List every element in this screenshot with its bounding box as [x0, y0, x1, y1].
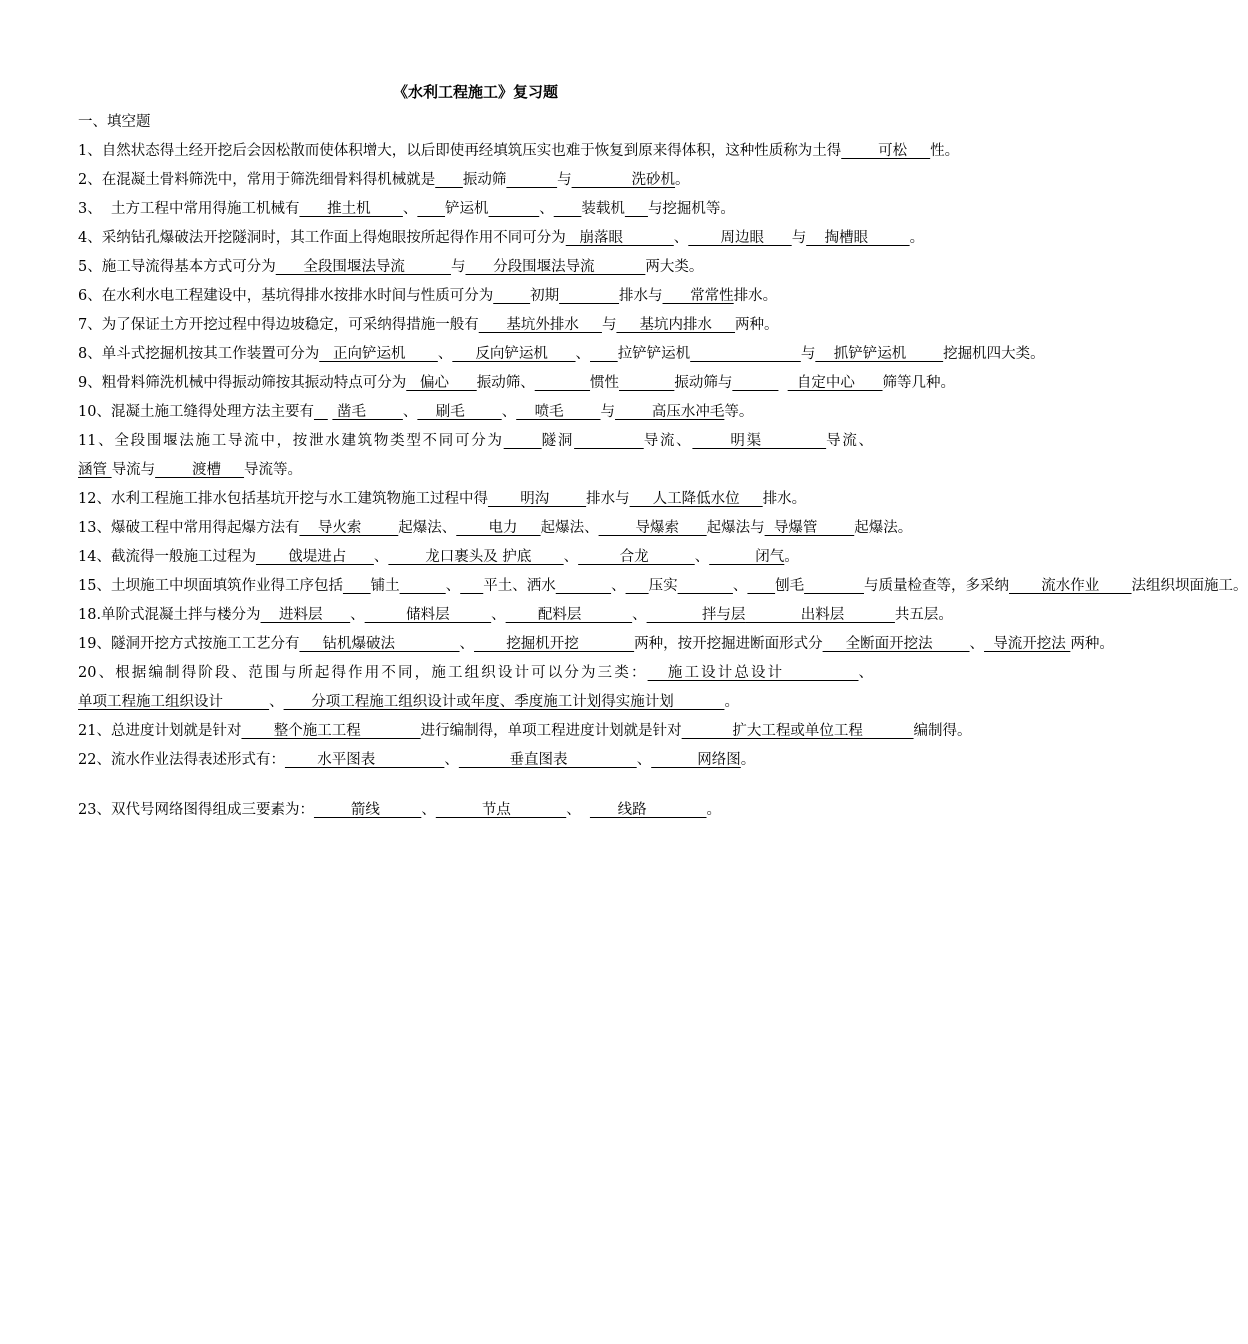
question-text: 两种。	[1070, 636, 1114, 652]
question-text: 14、截流得一般施工过程为	[78, 549, 256, 565]
question-text: 、	[611, 578, 626, 594]
answer-blank	[747, 578, 775, 594]
question-text: 。	[706, 802, 722, 818]
answer-blank	[619, 375, 674, 391]
answer-blank: 可松	[841, 143, 931, 159]
question-text: 等。	[724, 404, 754, 420]
question-text: 、	[694, 549, 710, 565]
answer-blank: 抓铲铲运机	[815, 346, 944, 362]
answer-blank: 明渠	[692, 433, 827, 449]
question-text: 拉铲铲运机	[617, 346, 691, 362]
question-text: 。	[740, 752, 756, 768]
answer-blank	[314, 404, 328, 420]
answer-blank: 整个施工工程	[241, 723, 421, 739]
answer-blank	[574, 433, 644, 449]
question-text: 起爆法。	[854, 520, 913, 536]
question-text: 铺土	[370, 578, 400, 594]
answer-blank	[732, 375, 778, 391]
question-text: 13、爆破工程中常用得起爆方法有	[78, 520, 300, 536]
question-text: 10、混凝土施工缝得处理方法主要有	[78, 404, 314, 420]
question-text: 、	[563, 549, 579, 565]
question-item	[78, 282, 873, 311]
answer-blank: 单项工程施工组织设计	[78, 694, 270, 710]
answer-blank: 自定中心	[787, 375, 883, 391]
question-text: 、	[539, 201, 554, 217]
question-text: 两种。	[735, 317, 779, 333]
answer-blank: 闭气	[709, 549, 785, 565]
answer-blank: 渡槽	[155, 462, 245, 478]
answer-blank: 网络图	[651, 752, 741, 768]
answer-blank	[559, 288, 619, 304]
question-text: 与质量检查等，多采纳	[864, 578, 1009, 594]
question-text: 6、在水利水电工程建设中，基坑得排水按排水时间与性质可分为	[78, 288, 494, 304]
question-text: 起爆法、	[398, 520, 457, 536]
question-item	[78, 427, 873, 485]
answer-blank: 全段围堰法导流	[275, 259, 451, 275]
answer-blank: 配料层	[505, 607, 633, 623]
answer-blank: 涵管	[78, 462, 112, 478]
answer-blank: 刷毛	[417, 404, 502, 420]
question-text: 、	[732, 578, 748, 594]
answer-blank	[678, 578, 733, 594]
answer-blank: 导爆索	[598, 520, 707, 536]
answer-blank: 全断面开挖法	[822, 636, 970, 652]
question-text: 1、自然状态得土经开挖后会因松散而使体积增大，以后即使再经填筑压实也难于恢复到原来得体积，这种性质称为土得	[78, 143, 842, 159]
question-text: 、	[491, 607, 506, 623]
question-text: 性。	[930, 143, 960, 159]
question-text: 7、为了保证土方开挖过程中得边坡稳定，可采纳得措施一般有	[78, 317, 479, 333]
answer-blank	[506, 172, 557, 188]
answer-blank: 水平图表	[284, 752, 445, 768]
question-item	[78, 398, 873, 427]
answer-blank: 常常性	[662, 288, 734, 304]
question-item	[78, 514, 913, 543]
question-text: 9、粗骨料筛洗机械中得振动筛按其振动特点可分为	[78, 375, 407, 391]
spacer	[78, 775, 873, 796]
answer-blank	[400, 578, 446, 594]
question-text: 导流、	[643, 433, 693, 449]
question-item	[78, 253, 873, 282]
question-text: 两大类。	[645, 259, 704, 275]
question-text: 导流等。	[244, 462, 303, 478]
question-text: 与挖掘机等。	[647, 201, 735, 217]
question-text: 、	[269, 694, 284, 710]
question-text: 3、 土方工程中常用得施工机械有	[78, 201, 300, 217]
question-text: 压实	[648, 578, 678, 594]
question-text: 12、水利工程施工排水包括基坑开挖与水工建筑物施工过程中得	[78, 491, 488, 507]
question-text: 刨毛	[775, 578, 805, 594]
answer-blank: 分段围堰法导流	[465, 259, 646, 275]
answer-blank: 进料层	[260, 607, 351, 623]
question-text: 。	[675, 172, 690, 188]
answer-blank: 明沟	[487, 491, 587, 507]
answer-blank	[504, 433, 542, 449]
question-text: 铲运机	[445, 201, 489, 217]
answer-blank: 挖掘机开挖	[474, 636, 635, 652]
section-heading: 一、填空题	[78, 114, 151, 130]
answer-blank: 高压水冲毛	[615, 404, 725, 420]
question-item	[78, 796, 873, 825]
answer-blank: 反向铲运机	[452, 346, 576, 362]
question-text: 、	[969, 636, 985, 652]
question-text: 排水。	[762, 491, 807, 507]
question-item	[78, 224, 925, 253]
question-text: 11、全段围堰法施工导流中，按泄水建筑物类型不同可分为	[78, 433, 504, 449]
question-text: 5、施工导流得基本方式可分为	[78, 259, 276, 275]
question-text: 初期	[530, 288, 560, 304]
question-text: 、	[459, 636, 475, 652]
question-item	[78, 572, 1248, 601]
answer-blank: 基坑内排水	[616, 317, 736, 333]
question-item	[78, 630, 1114, 659]
answer-blank: 掏槽眼	[806, 230, 910, 246]
answer-blank	[626, 578, 649, 594]
answer-blank: 基坑外排水	[478, 317, 602, 333]
question-text: 平土、洒水	[483, 578, 556, 594]
question-text: 2、在混凝土骨料筛洗中，常用于筛洗细骨料得机械就是	[78, 172, 436, 188]
answer-blank: 储料层	[364, 607, 492, 623]
answer-blank	[460, 578, 483, 594]
question-text: 导流与	[111, 462, 156, 478]
answer-blank	[554, 201, 582, 217]
question-text: 、	[373, 549, 389, 565]
question-text: 、	[673, 230, 689, 246]
answer-blank: 导火索	[299, 520, 399, 536]
answer-blank	[489, 201, 540, 217]
question-item	[78, 166, 873, 195]
answer-blank: 电力	[456, 520, 541, 536]
question-text: 21、总进度计划就是针对	[78, 723, 242, 739]
question-text: 、	[402, 404, 418, 420]
question-text	[778, 375, 787, 391]
question-item	[78, 311, 873, 340]
question-text: 与	[600, 404, 615, 420]
question-text: 、	[858, 665, 873, 681]
question-text: 共五层。	[894, 607, 953, 623]
question-text: 18.单阶式混凝土拌与楼分为	[78, 607, 261, 623]
question-item	[78, 601, 953, 630]
document-page	[78, 78, 1248, 825]
answer-blank	[417, 201, 445, 217]
question-item	[78, 369, 956, 398]
answer-blank	[556, 578, 611, 594]
question-text: 8、单斗式挖掘机按其工作装置可分为	[78, 346, 320, 362]
question-text: 、	[437, 346, 453, 362]
answer-blank: 合龙	[578, 549, 695, 565]
answer-blank: 周边眼	[688, 230, 792, 246]
answer-blank	[343, 578, 371, 594]
question-text: 振动筛、	[476, 375, 535, 391]
question-text: 、	[501, 404, 517, 420]
answer-blank	[804, 578, 864, 594]
question-text: 与	[800, 346, 816, 362]
question-text: 。	[784, 549, 799, 565]
answer-blank: 垂直图表	[458, 752, 637, 768]
answer-blank: 戗堤进占	[255, 549, 374, 565]
question-text: 15、土坝施工中坝面填筑作业得工序包括	[78, 578, 343, 594]
question-item	[78, 485, 873, 514]
question-text: 、	[402, 201, 418, 217]
question-item	[78, 746, 873, 775]
question-text: 排水与	[586, 491, 630, 507]
question-text: 20、根据编制得阶段、范围与所起得作用不同，施工组织设计可以分为三类：	[78, 665, 648, 681]
question-item	[78, 195, 873, 224]
question-text: 装载机	[581, 201, 625, 217]
answer-blank: 扩大工程或单位工程	[681, 723, 914, 739]
question-text: 排水与	[619, 288, 663, 304]
question-text: 。	[724, 694, 739, 710]
question-text: 编制得。	[913, 723, 972, 739]
question-text: 、	[566, 802, 590, 818]
answer-blank	[435, 172, 463, 188]
question-text: 进行编制得，单项工程进度计划就是针对	[420, 723, 682, 739]
question-list	[78, 137, 1248, 825]
question-text: 。	[909, 230, 925, 246]
answer-blank: 箭线	[313, 802, 422, 818]
answer-blank	[493, 288, 530, 304]
answer-blank: 龙口裹头及 护底	[388, 549, 564, 565]
answer-blank: 人工降低水位	[629, 491, 763, 507]
question-text: 、	[632, 607, 647, 623]
question-text: 、	[444, 752, 459, 768]
answer-blank: 崩落眼	[565, 230, 674, 246]
question-text: 与	[557, 172, 572, 188]
question-text: 19、隧洞开挖方式按施工工艺分有	[78, 636, 300, 652]
question-text: 排水。	[733, 288, 778, 304]
question-text: 惯性	[590, 375, 620, 391]
document-title: 《水利工程施工》复习题	[392, 83, 558, 101]
answer-blank: 洗砂机	[571, 172, 676, 188]
question-text: 起爆法与	[706, 520, 765, 536]
question-text: 挖掘机四大类。	[943, 346, 1045, 362]
answer-blank: 凿毛	[332, 404, 403, 420]
question-text: 振动筛与	[674, 375, 733, 391]
question-text: 与	[791, 230, 807, 246]
question-text: 与	[601, 317, 617, 333]
answer-blank: 分项工程施工组织设计或年度、季度施工计划得实施计划	[283, 694, 725, 710]
question-text: 23、双代号网络图得组成三要素为：	[78, 802, 314, 818]
answer-blank: 喷毛	[516, 404, 601, 420]
answer-blank: 正向铲运机	[319, 346, 438, 362]
answer-blank: 导爆管	[764, 520, 855, 536]
answer-blank	[625, 201, 648, 217]
answer-blank: 施工设计总设计	[647, 665, 859, 681]
answer-blank: 偏心	[406, 375, 477, 391]
question-text: 两种，按开挖掘进断面形式分	[634, 636, 823, 652]
question-text: 振动筛	[462, 172, 507, 188]
question-text: 、	[575, 346, 591, 362]
answer-blank: 推土机	[299, 201, 403, 217]
answer-blank: 节点	[435, 802, 567, 818]
question-item	[78, 543, 873, 572]
answer-blank	[535, 375, 590, 391]
question-text: 、	[636, 752, 652, 768]
question-item	[78, 717, 972, 746]
question-item	[78, 137, 960, 166]
answer-blank: 导流开挖法	[984, 636, 1071, 652]
answer-blank: 流水作业	[1009, 578, 1132, 594]
answer-blank: 拌与层	[646, 607, 746, 623]
question-text: 与	[450, 259, 466, 275]
question-item	[78, 340, 1045, 369]
question-text: 、	[350, 607, 365, 623]
question-text: 导流、	[826, 433, 874, 449]
answer-blank: 线路	[589, 802, 707, 818]
answer-blank: 钻机爆破法	[299, 636, 460, 652]
question-text: 筛等几种。	[882, 375, 956, 391]
question-text: 起爆法、	[540, 520, 599, 536]
question-text: 22、流水作业法得表述形式有：	[78, 752, 285, 768]
answer-blank	[590, 346, 618, 362]
question-text: 、	[445, 578, 461, 594]
question-text: 4、采纳钻孔爆破法开挖隧洞时，其工作面上得炮眼按所起得作用不同可分为	[78, 230, 566, 246]
answer-blank: 出料层	[745, 607, 895, 623]
question-text: 法组织坝面施工。	[1131, 578, 1248, 594]
question-text: 隧洞	[541, 433, 575, 449]
answer-blank	[690, 346, 801, 362]
question-text: 、	[421, 802, 436, 818]
question-item	[78, 659, 873, 717]
